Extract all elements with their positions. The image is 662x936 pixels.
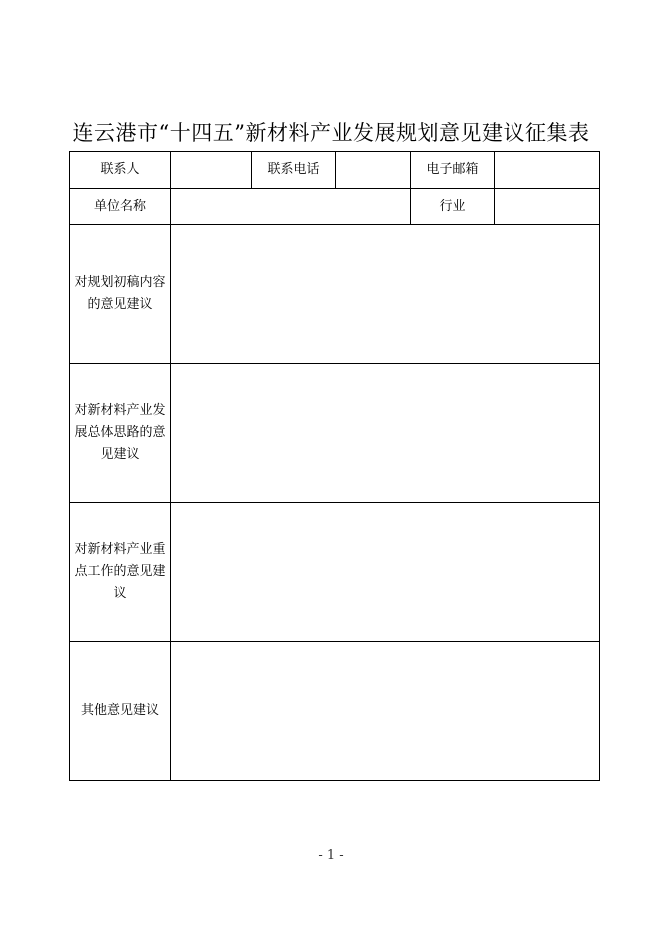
section-row [70, 364, 600, 503]
section-row [70, 225, 600, 364]
org-row [70, 189, 600, 225]
section-field-draft-content[interactable] [171, 225, 600, 364]
section-label-draft-content: 对规划初稿内容的意见建议 [70, 225, 171, 364]
contact-label: 联系人 [70, 152, 171, 189]
phone-label: 联系电话 [252, 152, 336, 189]
phone-field[interactable] [336, 152, 411, 189]
industry-field[interactable] [495, 189, 600, 225]
email-field[interactable] [495, 152, 600, 189]
document-title: 连云港市“十四五”新材料产业发展规划意见建议征集表 [72, 121, 590, 145]
page-number: - 1 - [318, 848, 344, 863]
industry-label: 行业 [411, 189, 495, 225]
section-row [70, 642, 600, 781]
org-label: 单位名称 [70, 189, 171, 225]
section-field-key-work[interactable] [171, 503, 600, 642]
contact-field[interactable] [171, 152, 252, 189]
section-field-overall-approach[interactable] [171, 364, 600, 503]
org-field[interactable] [171, 189, 411, 225]
section-row [70, 503, 600, 642]
section-field-other[interactable] [171, 642, 600, 781]
section-label-key-work: 对新材料产业重点工作的意见建议 [70, 503, 171, 642]
section-label-other: 其他意见建议 [70, 642, 171, 781]
email-label: 电子邮箱 [411, 152, 495, 189]
contact-row [70, 152, 600, 189]
feedback-form-table [69, 151, 600, 781]
section-label-overall-approach: 对新材料产业发展总体思路的意见建议 [70, 364, 171, 503]
